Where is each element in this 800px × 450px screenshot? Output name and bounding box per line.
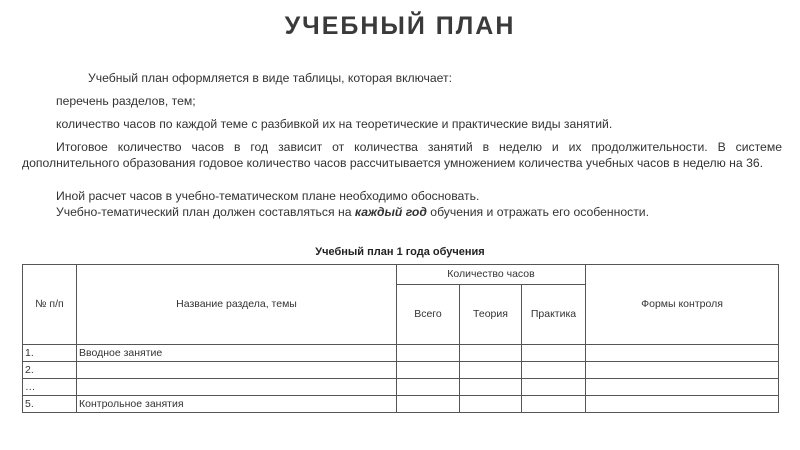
bullet-item-sections: перечень разделов, тем; bbox=[56, 94, 196, 108]
intro-text: Учебный план оформляется в виде таблицы, которая включает: bbox=[88, 71, 452, 85]
intro-paragraph bbox=[22, 70, 782, 86]
table-row bbox=[23, 345, 779, 362]
body-paragraph-justify: Иной расчет часов в учебно-тематическом плане необходимо обосновать. bbox=[56, 189, 480, 203]
header-number: № п/п bbox=[23, 265, 77, 345]
plan-text-emphasis: каждый год bbox=[354, 205, 427, 219]
row-section-name: Вводное занятие bbox=[77, 345, 397, 362]
header-hours: Количество часов bbox=[397, 265, 586, 285]
row-number: 5. bbox=[23, 396, 77, 413]
header-total: Всего bbox=[397, 285, 460, 345]
row-section-name: Контрольное занятия bbox=[77, 396, 397, 413]
body-paragraph-plan bbox=[56, 204, 786, 220]
body-paragraph-hours: Итоговое количество часов в год зависит от количества занятий в неделю и их продолжительности. В системе дополнительного образования годовое количество часов рассчитывается умножением количества учебных часов в неделю на 36. bbox=[22, 140, 782, 170]
row-number: 2. bbox=[23, 362, 77, 379]
plan-text-start: Учебно-тематический план должен составляться на bbox=[56, 205, 355, 219]
bullet-item-hours: количество часов по каждой теме с разбивкой их на теоретические и практические виды занятий. bbox=[56, 117, 613, 131]
table-caption: Учебный план 1 года обучения bbox=[315, 246, 485, 258]
header-practice: Практика bbox=[522, 285, 586, 345]
header-theory: Теория bbox=[460, 285, 522, 345]
plan-text-end: обучения и отражать его особенности. bbox=[426, 205, 649, 219]
row-section-name bbox=[77, 379, 397, 396]
page-title: УЧЕБНЫЙ ПЛАН bbox=[284, 12, 516, 40]
table-row bbox=[23, 362, 779, 379]
study-plan-table bbox=[22, 264, 779, 413]
header-section-name: Название раздела, темы bbox=[77, 265, 397, 345]
table-row bbox=[23, 379, 779, 396]
table-row bbox=[23, 396, 779, 413]
row-number: 1. bbox=[23, 345, 77, 362]
row-number: … bbox=[23, 379, 77, 396]
row-section-name bbox=[77, 362, 397, 379]
header-control-forms: Формы контроля bbox=[586, 265, 779, 345]
